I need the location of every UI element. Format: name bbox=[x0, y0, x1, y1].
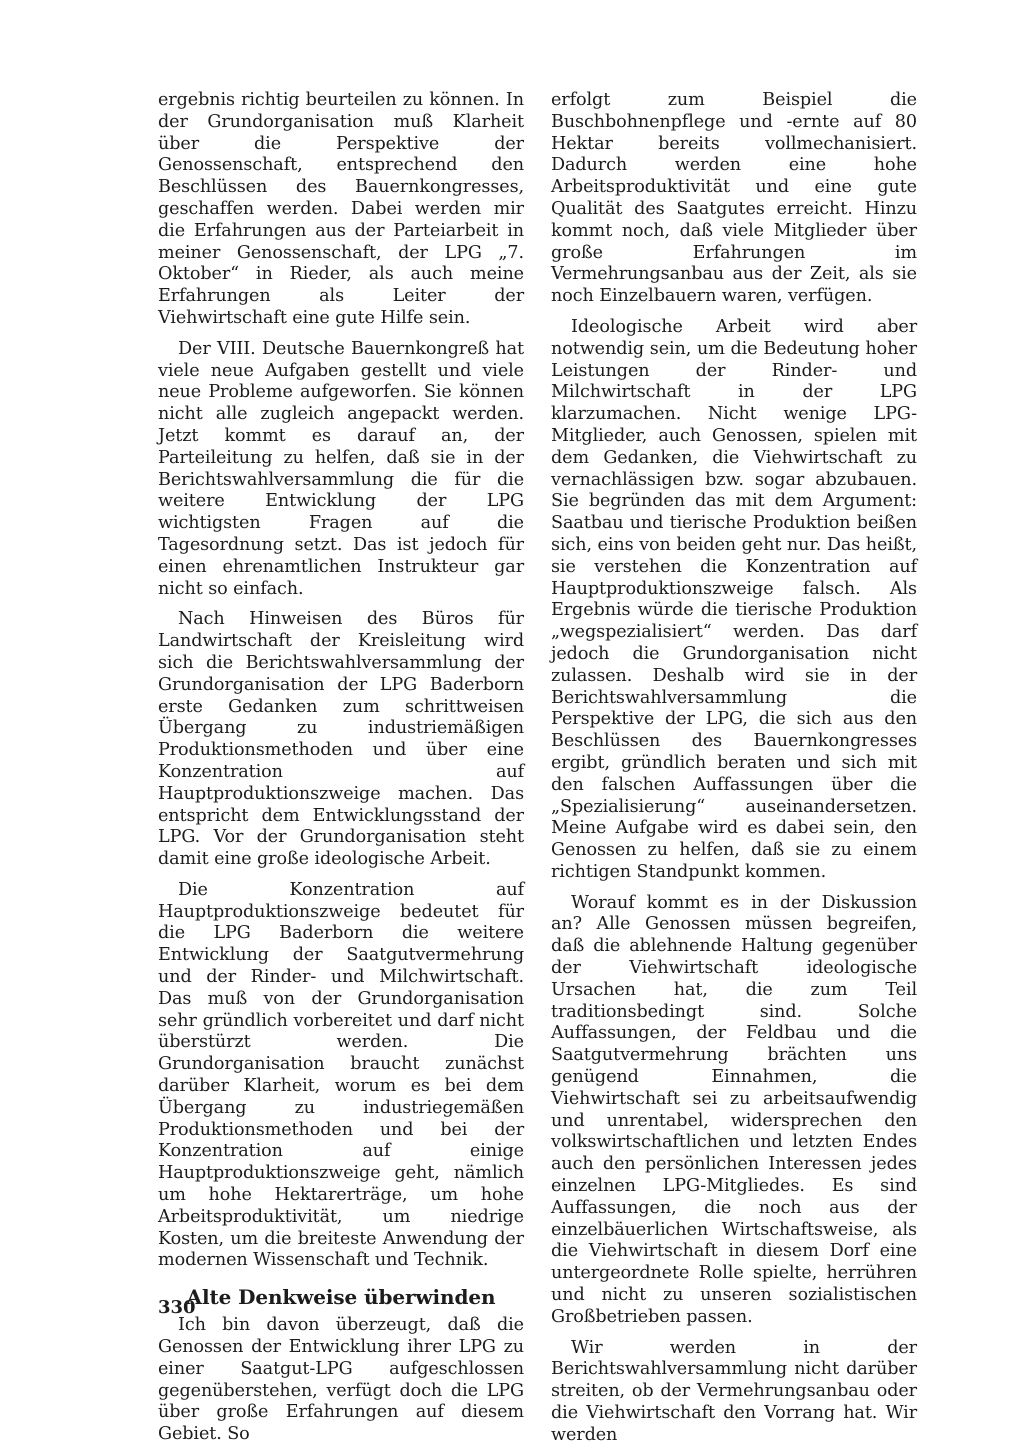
paragraph: Ich bin davon überzeugt, daß die Genossen der Entwicklung ihrer LPG zu einer Saatgut-LPG aufgeschlossen gegenüberstehen, verfügt doch die LPG über große Erfahrungen auf diesem Gebiet. So bbox=[158, 1315, 524, 1445]
page-number: 330 bbox=[158, 1297, 196, 1318]
paragraph: erfolgt zum Beispiel die Buschbohnenpflege und -ernte auf 80 Hektar bereits vollmechanisiert. Dadurch werden eine hohe Arbeitsproduktivität und eine gute Qualität des Saatgutes erreicht. Hinzu kommt noch, daß viele Mitglieder über große Erfahrungen im Vermehrungsanbau aus der Zeit, als sie noch Einzelbauern waren, verfügen. bbox=[551, 90, 917, 307]
paragraph: Nach Hinweisen des Büros für Landwirtschaft der Kreisleitung wird sich die Berichtswahlversammlung der Grundorganisation der LPG Baderborn erste Gedanken zum schrittweisen Übergang zu industriemäßigen Produktionsmethoden und über eine Konzentration auf Hauptproduktionszweige machen. Das entspricht dem Entwicklungsstand der LPG. Vor der Grundorganisation steht damit eine große ideologische Arbeit. bbox=[158, 609, 524, 870]
paragraph: Worauf kommt es in der Diskussion an? Alle Genossen müssen begreifen, daß die ablehnende Haltung gegenüber der Viehwirtschaft ideologische Ursachen hat, die zum Teil traditionsbedingt sind. Solche Auffassungen, der Feldbau und die Saatgutvermehrung brächten uns genügend Einnahmen, die Viehwirtschaft sei zu arbeitsaufwendig und unrentabel, widersprechen den volkswirtschaftlichen und letzten Endes auch den persönlichen Interessen jedes einzelnen LPG-Mitgliedes. Es sind Auffassungen, die noch aus der einzelbäuerlichen Wirtschaftsweise, als die Viehwirtschaft in diesem Dorf eine untergeordnete Rolle spielte, herrühren und nicht zu unseren sozialistischen Großbetrieben passen. bbox=[551, 892, 917, 1327]
paragraph: Der VIII. Deutsche Bauernkongreß hat viele neue Aufgaben gestellt und viele neue Probleme aufgeworfen. Sie können nicht alle zugleich angepackt werden. Jetzt kommt es darauf an, der Parteileitung zu helfen, daß sie in der Berichtswahlversammlung die für die weitere Entwicklung der LPG wichtigsten Fragen auf die Tagesordnung setzt. Das ist jedoch für einen ehrenamtlichen Instrukteur gar nicht so einfach. bbox=[158, 338, 524, 599]
left-text-column bbox=[158, 90, 524, 1455]
paragraph: Wir werden in der Berichtswahlversammlung nicht darüber streiten, ob der Vermehrungsanbau oder die Viehwirtschaft den Vorrang hat. Wir werden bbox=[551, 1337, 917, 1445]
paragraph: Die Konzentration auf Hauptproduktionszweige bedeutet für die LPG Baderborn die weitere Entwicklung der Saatgutvermehrung und der Rinder- und Milchwirtschaft. Das muß von der Grundorganisation sehr gründlich vorbereitet und darf nicht überstürzt werden. Die Grundorganisation braucht zunächst darüber Klarheit, worum es bei dem Übergang zu industriegemäßen Produktionsmethoden und bei der Konzentration auf einige Hauptproduktionszweige geht, nämlich um hohe Hektarerträge, um hohe Arbeitsproduktivität, um niedrige Kosten, um die breiteste Anwendung der modernen Wissenschaft und Technik. bbox=[158, 879, 524, 1271]
right-text-column bbox=[551, 90, 917, 1456]
section-heading: Alte Denkweise überwinden bbox=[186, 1285, 496, 1310]
paragraph: ergebnis richtig beurteilen zu können. In der Grundorganisation muß Klarheit über die Perspektive der Genossenschaft, entsprechend den Beschlüssen des Bauernkongresses, geschaffen werden. Dabei werden mir die Erfahrungen aus der Parteiarbeit in meiner Genossenschaft, der LPG „7. Oktober“ in Rieder, als auch meine Erfahrungen als Leiter der Viehwirtschaft eine gute Hilfe sein. bbox=[158, 90, 524, 328]
paragraph: Ideologische Arbeit wird aber notwendig sein, um die Bedeutung hoher Leistungen der Rinder- und Milchwirtschaft in der LPG klarzumachen. Nicht wenige LPG-Mitglieder, auch Genossen, spielen mit dem Gedanken, die Viehwirtschaft zu vernachlässigen bzw. sogar abzubauen. Sie begründen das mit dem Argument: Saatbau und tierische Produktion beißen sich, eins von beiden geht nur. Das heißt, sie verstehen die Konzentration auf Hauptproduktionszweige falsch. Als Ergebnis würde die tierische Produktion „wegspezialisiert“ werden. Das darf jedoch die Grundorganisation nicht zulassen. Deshalb wird sie in der Berichtswahlversammlung die Perspektive der LPG, die sich aus den Beschlüssen des Bauernkongresses ergibt, gründlich beraten und sich mit den falschen Auffassungen über die „Spezialisierung“ auseinandersetzen. Meine Aufgabe wird es dabei sein, den Genossen zu helfen, daß sie zu einem richtigen Standpunkt kommen. bbox=[551, 316, 917, 882]
